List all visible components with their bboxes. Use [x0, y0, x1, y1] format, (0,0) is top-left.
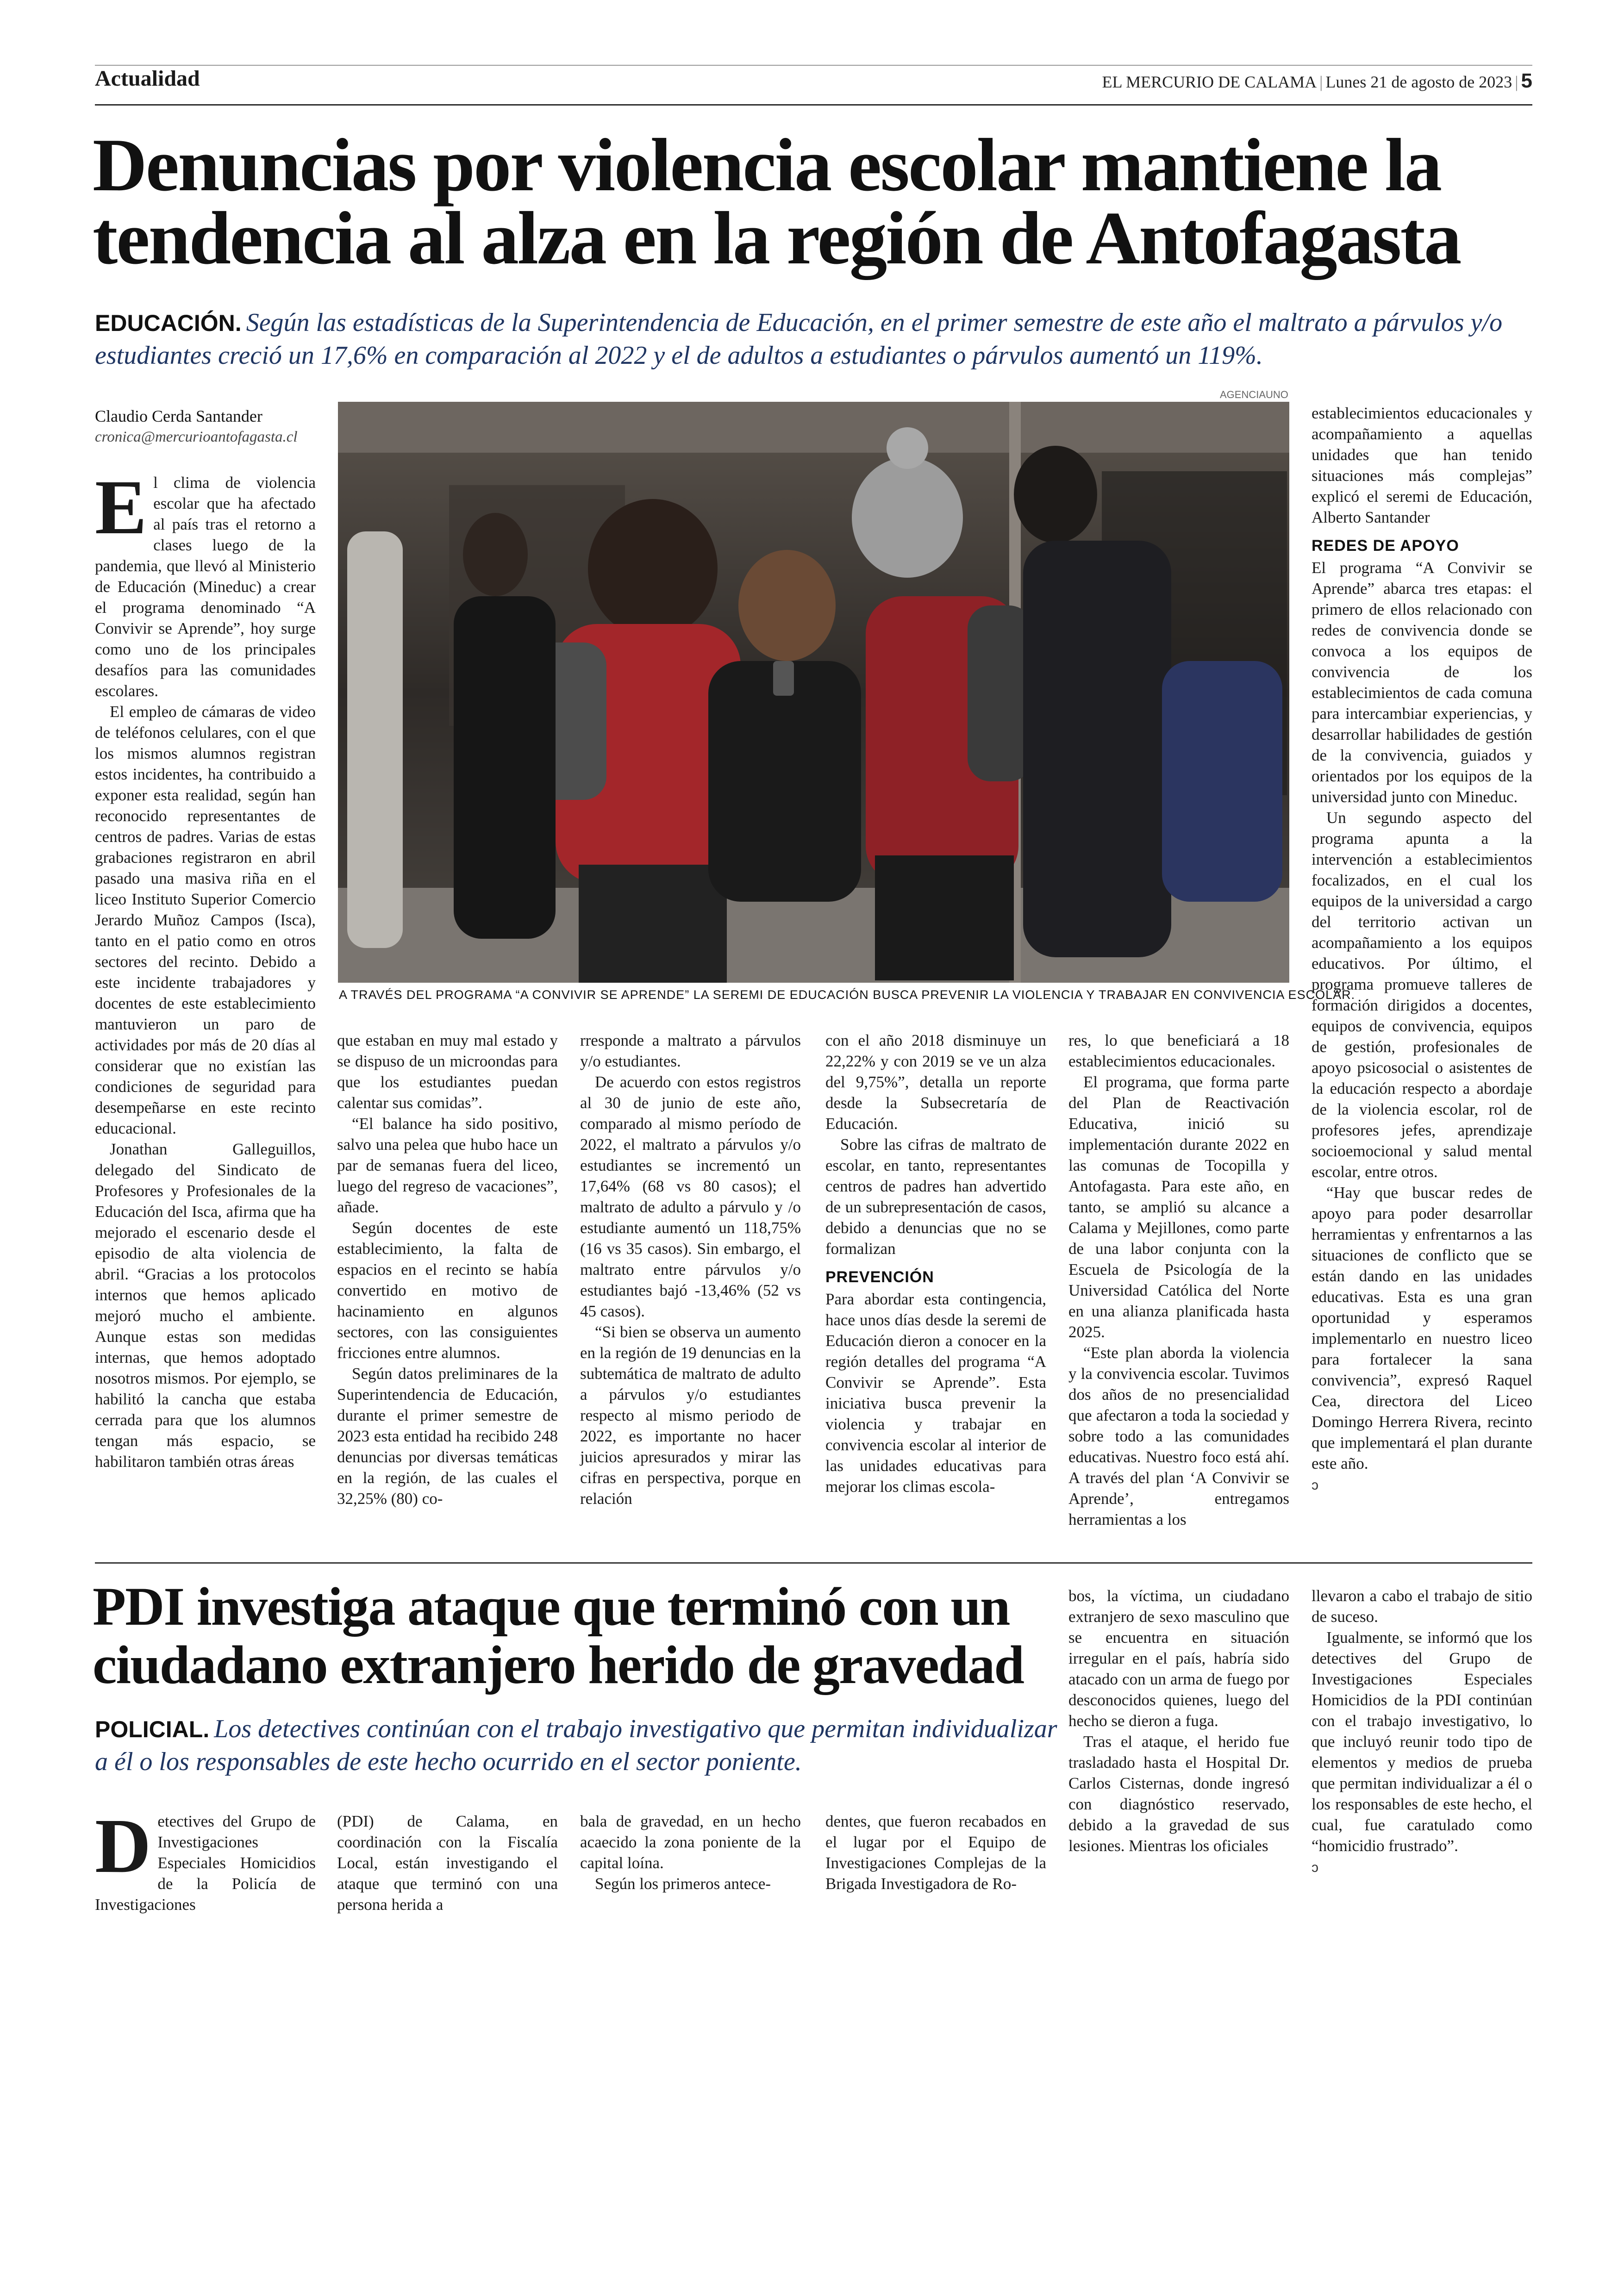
article1-headline	[93, 124, 1551, 280]
article1-headline-line1: Denuncias por violencia escolar mantiene la	[93, 124, 1441, 207]
article2-column-3	[580, 1811, 801, 1894]
byline	[95, 406, 317, 446]
article1-dek-tag: EDUCACIÓN.	[95, 310, 242, 336]
article2-column-1	[95, 1803, 316, 1915]
article2-paragraph: (PDI) de Calama, en coordinación con la Fiscalía Local, están investigando el ataque que terminó con una persona herida a	[337, 1812, 558, 1914]
article1-paragraph: Según datos preliminares de la Superintendencia de Educación, durante el primer semestre de 2023 esta entidad ha recibido 248 denuncias por diversas temáticas en la región, de las cuales el 32,25% (80) co-	[337, 1365, 558, 1508]
article1-photo	[338, 402, 1289, 983]
article2-column-2	[337, 1811, 558, 1915]
article2-paragraph: bala de gravedad, en un hecho acaecido la zona poniente de la capital loína.	[580, 1812, 801, 1872]
article1-paragraph: Un segundo aspecto del programa apunta a la intervención a establecimientos focalizados, en el cual los equipos de la universidad a cargo del territorio activan un acompañamiento a los equipos educativos. Por último, el programa promueve talleres de formación dirigidos a docentes, equipos de convivencia, equipos de gestión, profesionales de apoyo psicosocial o asistentes de la educación respecto a abordaje de la violencia escolar, rol de profesores jefes, aprendizaje socioemocional y salud mental escolar, entre otros.	[1312, 809, 1532, 1181]
article1-column-2	[337, 1030, 558, 1509]
article1-paragraph: l clima de violencia escolar que ha afectado al país tras el retorno a clases luego de la pandemia, que llevó al Ministerio de Educación (Mineduc) a crear el programa denominado “A Convivir se Aprende”, hoy surge como uno de los principales desafíos para las comunidades escolares.	[95, 474, 316, 700]
photo-credit: AGENCIAUNO	[1220, 389, 1288, 400]
article1-column-6	[1312, 403, 1532, 1496]
article2-dropcap: D	[95, 1803, 151, 1889]
article2-paragraph: llevaron a cabo el trabajo de sitio de suceso.	[1312, 1587, 1532, 1626]
newspaper-name: EL MERCURIO DE CALAMA	[1102, 73, 1317, 91]
issue-date: Lunes 21 de agosto de 2023	[1325, 73, 1512, 91]
article2-paragraph: etectives del Grupo de Investigaciones Especiales Homicidios de la Policía de Investigaciones	[95, 1812, 316, 1914]
article1-paragraph: con el año 2018 disminuye un 22,22% y con 2019 se ve un alza del 9,75%”, detalla un reporte desde la Subsecretaría de Educación.	[825, 1031, 1046, 1133]
article1-paragraph: De acuerdo con estos registros al 30 de junio de este año, comparado al mismo período de 2022, el maltrato a párvulos y/o estudiantes se incrementó un 17,64% (68 vs 80 casos); el maltrato de adulto a párvulo y /o estudiante aumentó un 118,75% (16 vs 35 casos). Sin embargo, el maltrato entre párvulos y/o estudiantes bajó -13,46% (52 vs 45 casos).	[580, 1073, 801, 1320]
article1-paragraph: Sobre las cifras de maltrato de escolar, en tanto, representantes centros de padres han advertido de un subrepresentación de casos, debido a denuncias que no se formalizan	[825, 1135, 1046, 1258]
article2-paragraph: bos, la víctima, un ciudadano extranjero de sexo masculino que se encuentra en situación irregular en el país, habría sido atacado con un arma de fuego por desconocidos quienes, luego del hecho se dieron a fuga.	[1068, 1587, 1289, 1730]
article2-dek-tag: POLICIAL.	[95, 1716, 210, 1742]
article1-paragraph: Para abordar esta contingencia, hace unos días desde la seremi de Educación dieron a conocer en la región detalles del programa “A Convivir se Aprende”. Esta iniciativa busca prevenir la violencia y trabajar en convivencia escolar al interior de las unidades educativas para mejorar los climas escola-	[825, 1290, 1046, 1496]
article1-paragraph: que estaban en muy mal estado y se dispuso de un microondas para que los estudiantes puedan calentar sus comidas”.	[337, 1031, 558, 1112]
end-of-article-icon: ↄ	[1312, 1478, 1318, 1493]
article1-column-5	[1068, 1030, 1289, 1530]
article2-paragraph: Según los primeros antece-	[595, 1875, 771, 1893]
article2-dek	[95, 1713, 1067, 1778]
article2-dek-text: Los detectives continúan con el trabajo investigativo que permitan individualizar a él o los responsables de este hecho ocurrido en el sector poniente.	[95, 1715, 1057, 1776]
article2-column-4	[825, 1811, 1046, 1894]
article2-column-5	[1068, 1585, 1289, 1856]
article1-dropcap: E	[95, 464, 147, 550]
section-label: Actualidad	[95, 66, 200, 91]
article1-paragraph: El programa “A Convivir se Aprende” abarca tres etapas: el primero de ellos relacionado con redes de convivencia donde se convoca a los equipos de convivencia de los establecimientos de cada comuna para intercambiar experiencias, y desarrollar habilidades de gestión de la convivencia, guiados y orientados por los equipos de la universidad junto con Mineduc.	[1312, 559, 1532, 806]
article1-paragraph: El empleo de cámaras de video de teléfonos celulares, con el que los mismos alumnos registran estos incidentes, ha contribuido a exponer esta realidad, según han reconocido representantes de centros de padres. Varias de estas grabaciones registraron en abril pasado una masiva riña en el liceo Instituto Superior Comercio Jerardo Muñoz Campos (Isca), tanto en el patio como en otros sectores del recinto. Debido a este incidente trabajadores y docentes de este establecimiento mantuvieron un paro de actividades por más de 20 días al considerar que no existían las condiciones de seguridad para desempeñarse en este recinto educacional.	[95, 703, 316, 1137]
byline-name: Claudio Cerda Santander	[95, 407, 262, 425]
article1-paragraph: “Hay que buscar redes de apoyo para poder desarrollar herramientas y enfrentarnos a las situaciones de conflicto que se están dando en las unidades educativas. Esta es una gran oportunidad y esperamos implementarlo en nuestro liceo para fortalecer la sana convivencia”, expresó Raquel Cea, directora del Liceo Domingo Herrera Rivera, recinto que implementará el plan durante este año.	[1312, 1184, 1532, 1472]
article1-dek-text: Según las estadísticas de la Superintendencia de Educación, en el primer semestre de este año el maltrato a párvulos y/o estudiantes creció un 17,6% en comparación al 2022 y el de adultos a estudiantes o párvulos aumentó un 119%.	[95, 308, 1503, 370]
article2-headline-line1: PDI investiga ataque que terminó con un	[93, 1576, 1010, 1637]
article1-paragraph: “El balance ha sido positivo, salvo una pelea que hubo hace un par de semanas fuera del liceo, luego del regreso de vacaciones”, añade.	[337, 1115, 558, 1216]
article2-column-6	[1312, 1585, 1532, 1878]
article1-paragraph: Según docentes de este establecimiento, la falta de espacios en el recinto se había convertido en motivo de hacinamiento en algunos sectores, con las consiguientes fricciones entre alumnos.	[337, 1219, 558, 1362]
page-number: 5	[1521, 69, 1532, 92]
masthead-info: EL MERCURIO DE CALAMA | Lunes 21 de agosto de 2023 | 5	[1102, 69, 1532, 92]
article2-paragraph: Igualmente, se informó que los detectives del Grupo de Investigaciones Especiales Homicidios de la PDI continúan con el trabajo investigativo, lo que incluyó reunir todo tipo de elementos y medios de prueba que permitan individualizar a él o los responsables de este hecho, el cual, fue caratulado como “homicidio frustrado”.	[1312, 1628, 1532, 1855]
article1-paragraph: Jonathan Galleguillos, delegado del Sindicato de Profesores y Profesionales de la Educación del Isca, afirma que ha mejorado el escenario desde el episodio de alta violencia de abril. “Gracias a los protocolos internos que hemos aplicado mejoró mucho el ambiente. Aunque estas son medidas internas, que hemos adoptado nosotros mismos. Por ejemplo, se habilitó la cancha que estaba cerrada para que los alumnos tengan más espacio, se habilitaron también otras áreas	[95, 1140, 316, 1471]
article1-column-1	[95, 464, 316, 1472]
byline-email: cronica@mercurioantofagasta.cl	[95, 429, 298, 445]
article1-paragraph: res, lo que beneficiará a 18 establecimientos educacionales.	[1068, 1031, 1289, 1070]
section-heading-prevencion: PREVENCIÓN	[825, 1268, 934, 1286]
article1-paragraph: El programa, que forma parte del Plan de Reactivación Educativa, inició su implementación durante 2022 en las comunas de Tocopilla y Antofagasta. Para este año, en tanto, se amplió su alcance a Calama y Mejillones, como parte de una labor conjunta con la Escuela de Psicología de la Universidad Católica del Norte en una alianza planificada hasta 2025.	[1068, 1073, 1289, 1341]
students-looking-at-phone-image	[338, 402, 1289, 983]
article2-paragraph: Tras el ataque, el herido fue trasladado hasta el Hospital Dr. Carlos Cisternas, donde ingresó con diagnóstico reservado, debido a la gravedad de sus lesiones. Mientras los oficiales	[1068, 1733, 1289, 1855]
article1-column-3	[580, 1030, 801, 1509]
article1-paragraph: “Si bien se observa un aumento en la región de 19 denuncias en la subtemática de maltrato de adulto a párvulos y/o estudiantes respecto al mismo periodo de 2022, es importante no hacer juicios apresurados y mirar las cifras en perspectiva, porque en relación	[580, 1323, 801, 1508]
photo-caption: A TRAVÉS DEL PROGRAMA “A CONVIVIR SE APRENDE” LA SEREMI DE EDUCACIÓN BUSCA PREVENIR LA VIOLENCIA Y TRABAJAR EN CONVIVENCIA ESCOLAR.	[339, 988, 1355, 1002]
article2-headline-line2: ciudadano extranjero herido de gravedad	[93, 1634, 1024, 1695]
article1-paragraph: “Este plan aborda la violencia y la convivencia escolar. Tuvimos dos años de no presencialidad que afectaron a toda la sociedad y sobre todo a las comunidades educativas. Nuestro foco está ahí. A través del plan ‘A Convivir se Aprende’, entregamos herramientas a los	[1068, 1344, 1289, 1528]
end-of-article-icon: ↄ	[1312, 1860, 1318, 1875]
article1-headline-line2: tendencia al alza en la región de Antofagasta	[93, 197, 1461, 280]
article1-dek	[95, 306, 1530, 372]
article1-column-4	[825, 1030, 1046, 1497]
section-heading-redes-de-apoyo: REDES DE APOYO	[1312, 537, 1459, 555]
article2-headline	[93, 1578, 1083, 1694]
article1-paragraph: rresponde a maltrato a párvulos y/o estudiantes.	[580, 1031, 801, 1070]
article2-paragraph: dentes, que fueron recabados en el lugar por el Equipo de Investigaciones Complejas de la Brigada Investigadora de Ro-	[825, 1812, 1046, 1893]
article1-paragraph: establecimientos educacionales y acompañamiento a aquellas unidades que han tenido situaciones más complejas” explicó el seremi de Educación, Alberto Santander	[1312, 404, 1532, 526]
